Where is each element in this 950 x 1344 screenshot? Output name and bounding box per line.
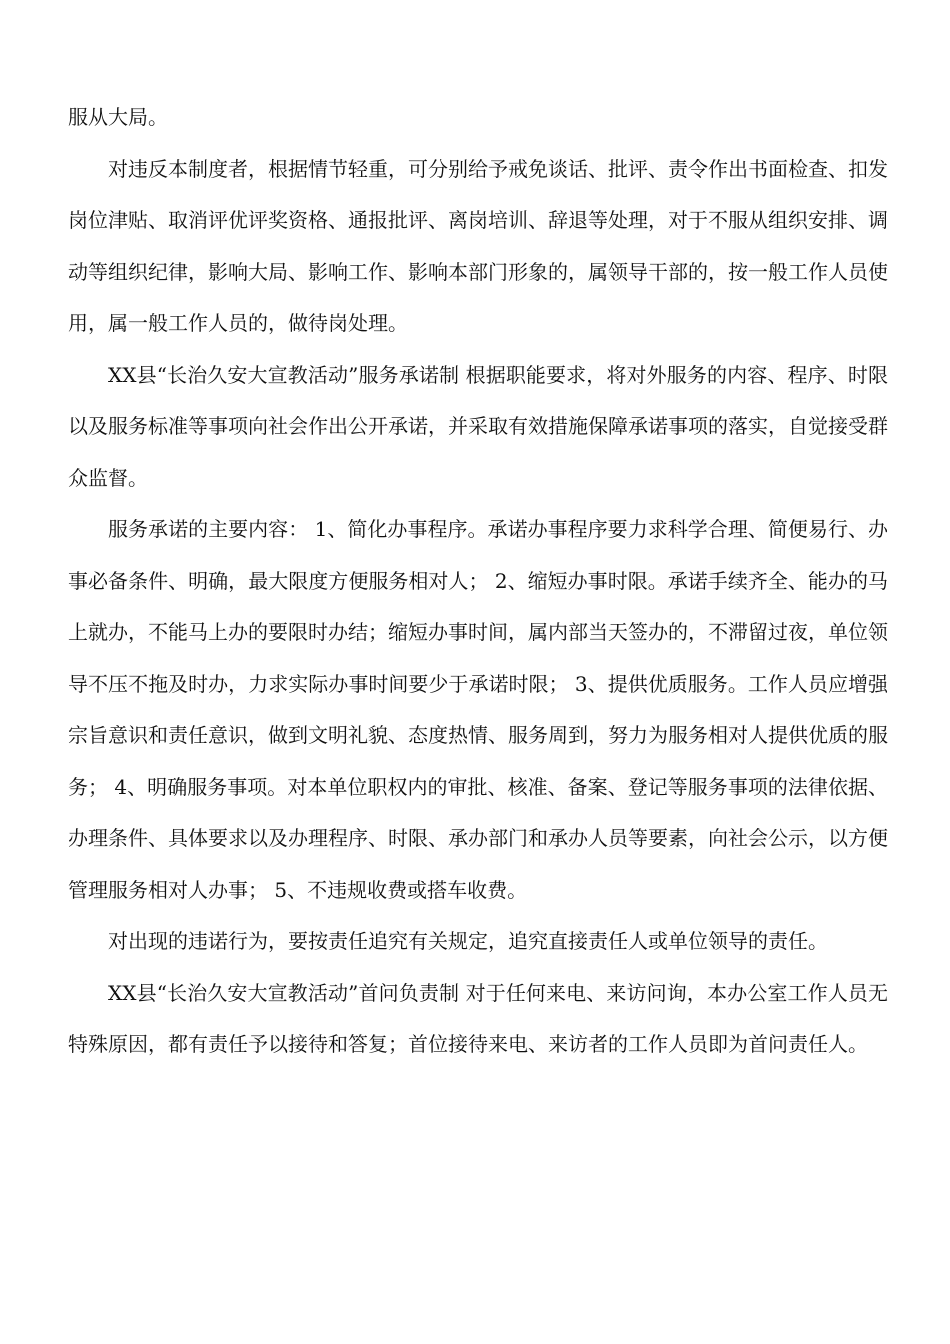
paragraph-breach-accountability: 对出现的违诺行为，要按责任追究有关规定，追究直接责任人或单位领导的责任。 — [108, 929, 828, 953]
paragraph-discipline-penalties: 对违反本制度者，根据情节轻重，可分别给予戒免谈话、批评、责令作出书面检查、扣发岗位津贴、取消评优评奖资格、通报批评、离岗培训、辞退等处理，对于不服从组织安排、调动等组织纪律，影响大局、影响工作、影响本部门形象的，属领导干部的，按一般工作人员使用，属一般工作人员的，做待岗处理。 — [68, 156, 888, 335]
paragraph-service-commitment-contents: 服务承诺的主要内容： 1、简化办事程序。承诺办事程序要力求科学合理、简便易行、办事必备条件、明确，最大限度方便服务相对人； 2、缩短办事时限。承诺手续齐全、能办的马上就办，不能马上办的要限时办结；缩短办事时间，属内部当天签办的，不滞留过夜，单位领导不压不拖及时办，力求实际办事时间要少于承诺时限； 3、提供优质服务。工作人员应增强宗旨意识和责任意识，做到文明礼貌、态度热情、服务周到，努力为服务相对人提供优质的服务； 4、明确服务事项。对本单位职权内的审批、核准、备案、登记等服务事项的法律依据、办理条件、具体要求以及办理程序、时限、承办部门和承办人员等要素，向社会公示，以方便管理服务相对人办事； 5、不违规收费或搭车收费。 — [68, 517, 888, 902]
paragraph-continuation: 服从大局。 — [68, 105, 168, 129]
document-body — [68, 92, 888, 1071]
paragraph-first-inquiry-responsibility: XX县“长治久安大宣教活动”首问负责制 对于任何来电、来访问询，本办公室工作人员无特殊原因，都有责任予以接待和答复；首位接待来电、来访者的工作人员即为首问责任人。 — [68, 980, 888, 1056]
paragraph-service-commitment-system: XX县“长治久安大宣教活动”服务承诺制 根据职能要求，将对外服务的内容、程序、时限以及服务标准等事项向社会作出公开承诺，并采取有效措施保障承诺事项的落实，自觉接受群众监督。 — [68, 362, 888, 490]
